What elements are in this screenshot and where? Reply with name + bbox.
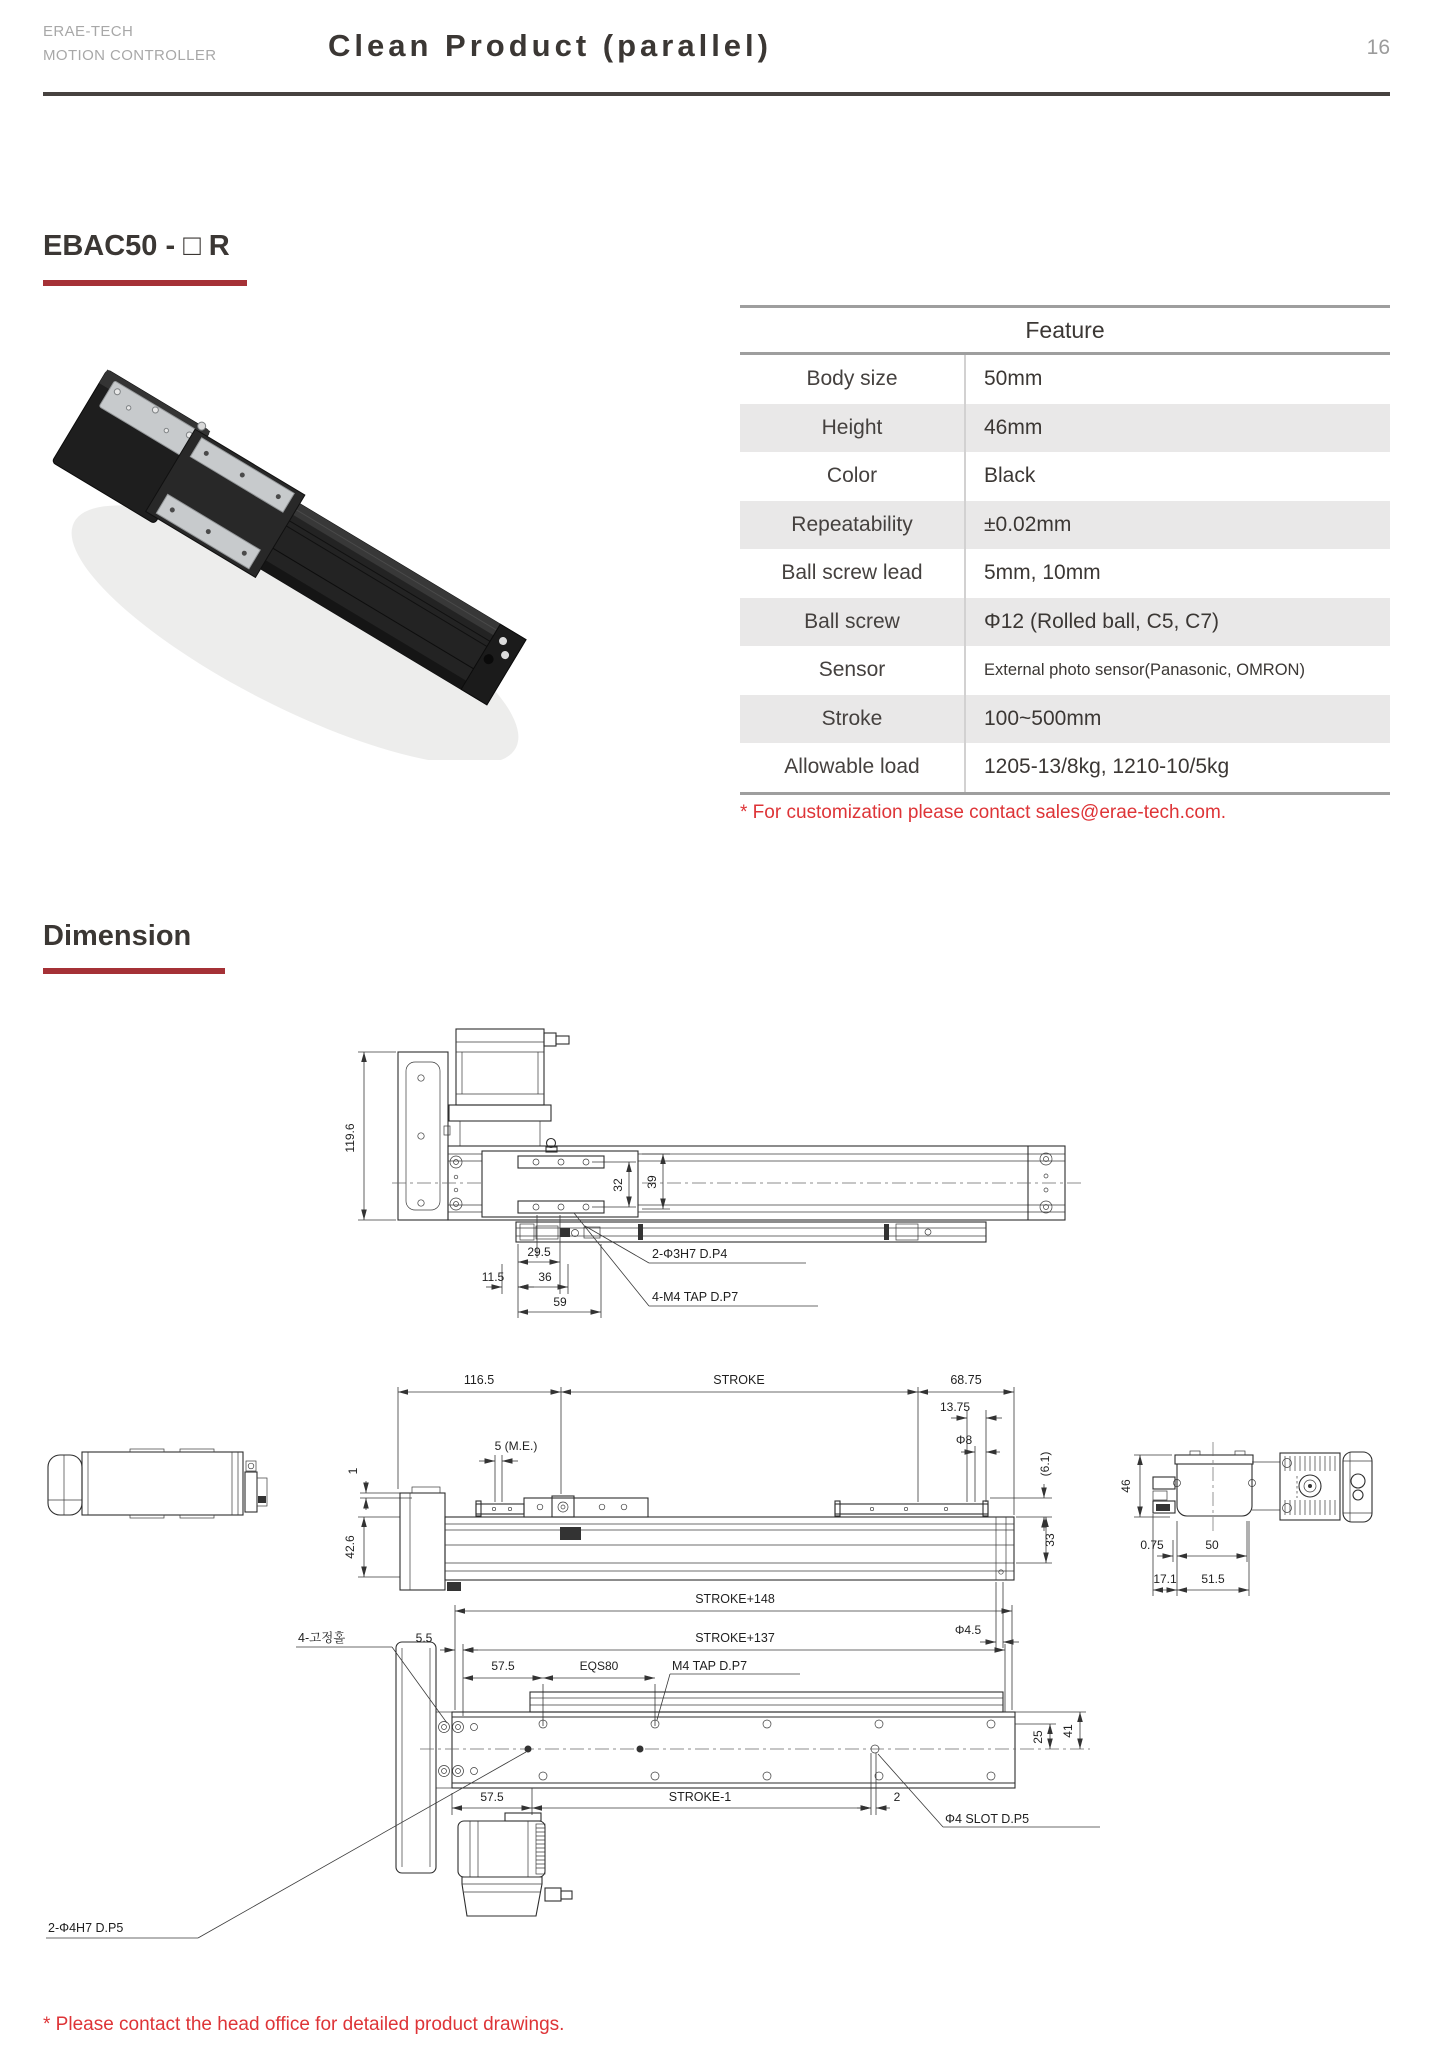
end-view-drawing [48, 1449, 267, 1518]
row-label: Allowable load [784, 755, 920, 779]
label-m4-tap: M4 TAP D.P7 [672, 1659, 748, 1673]
row-value: Black [964, 452, 1390, 501]
dim-41: 41 [1061, 1724, 1075, 1738]
dim-stroke-148: STROKE+148 [695, 1592, 775, 1606]
table-row [740, 743, 1390, 792]
dim-6-1: (6.1) [1038, 1451, 1052, 1477]
dim-stroke-1: STROKE-1 [668, 1790, 732, 1804]
bottom-view-drawing [46, 1592, 1100, 1938]
dimension-drawings [0, 1000, 1432, 2000]
dim-25: 25 [1031, 1730, 1045, 1744]
label-pin-holes: 2-Φ3H7 D.P4 [652, 1247, 728, 1261]
dim-phi8: Φ8 [955, 1433, 973, 1447]
row-value: Φ12 (Rolled ball, C5, C7) [964, 598, 1390, 647]
dim-2: 2 [893, 1790, 901, 1804]
row-label: Height [821, 415, 883, 439]
row-label: Repeatability [791, 512, 913, 536]
row-label: Ball screw [804, 609, 900, 633]
dim-36: 36 [538, 1270, 552, 1284]
dim-5-5: 5.5 [415, 1631, 433, 1645]
table-bottom-rule [740, 792, 1390, 795]
dimension-underline [43, 968, 225, 974]
row-label: Color [826, 464, 878, 488]
product-image [50, 350, 530, 760]
dim-stroke: STROKE [713, 1373, 765, 1387]
dim-68-75: 68.75 [950, 1373, 982, 1387]
dim-42-6: 42.6 [343, 1535, 357, 1559]
dim-0-75: 0.75 [1140, 1538, 1164, 1552]
row-value: External photo sensor(Panasonic, OMRON) [964, 646, 1390, 695]
dim-57-5-bottom: 57.5 [480, 1790, 504, 1804]
brand-line1: ERAE-TECH [43, 23, 134, 40]
dim-32: 32 [611, 1178, 625, 1192]
row-value: 50mm [964, 355, 1390, 404]
feature-table [740, 305, 1390, 795]
dim-29-5: 29.5 [527, 1245, 551, 1259]
top-view-drawing [343, 1029, 1082, 1318]
table-row [740, 404, 1390, 453]
brand-logo [43, 20, 216, 68]
row-value: ±0.02mm [964, 501, 1390, 550]
page-title: Clean Product (parallel) [328, 28, 772, 63]
dim-17-1: 17.1 [1153, 1572, 1177, 1586]
model-underline [43, 280, 247, 286]
row-value: 46mm [964, 404, 1390, 453]
dim-57-5-top: 57.5 [491, 1659, 515, 1673]
dim-13-75: 13.75 [939, 1400, 971, 1414]
dim-46: 46 [1119, 1479, 1133, 1493]
page-number: 16 [1366, 36, 1390, 59]
dim-stroke-137: STROKE+137 [695, 1631, 775, 1645]
row-value: 5mm, 10mm [964, 549, 1390, 598]
row-value: 1205-13/8kg, 1210-10/5kg [964, 743, 1390, 792]
dim-11-5: 11.5 [481, 1270, 505, 1284]
label-m4-taps: 4-M4 TAP D.P7 [652, 1290, 739, 1304]
dim-116-5: 116.5 [463, 1373, 495, 1387]
row-label: Body size [806, 367, 898, 391]
label-fix-hole: 4-고정홀 [298, 1631, 346, 1645]
dim-39: 39 [645, 1175, 659, 1189]
brand-line2: MOTION CONTROLLER [43, 47, 217, 64]
dim-50: 50 [1205, 1538, 1219, 1552]
table-title: Feature [1025, 317, 1105, 343]
row-label: Stroke [821, 706, 883, 730]
table-row [740, 646, 1390, 695]
table-row [740, 501, 1390, 550]
customization-note: * For customization please contact sales@erae-tech.com. [740, 802, 1227, 823]
table-row [740, 695, 1390, 744]
table-row [740, 598, 1390, 647]
table-row [740, 549, 1390, 598]
header-rule [43, 92, 1390, 96]
dim-59: 59 [553, 1295, 567, 1309]
dim-1: 1 [346, 1467, 360, 1475]
dim-51-5: 51.5 [1201, 1572, 1225, 1586]
model-heading: EBAC50 - □ R [43, 230, 230, 262]
row-label: Sensor [818, 658, 886, 682]
row-value: 100~500mm [964, 695, 1390, 744]
label-phi4h7: 2-Φ4H7 D.P5 [48, 1921, 124, 1935]
dim-5-me: 5 (M.E.) [494, 1439, 538, 1453]
dim-119-6: 119.6 [343, 1123, 357, 1153]
row-label: Ball screw lead [781, 561, 923, 585]
table-row [740, 355, 1390, 404]
table-row [740, 452, 1390, 501]
dim-33: 33 [1043, 1533, 1057, 1547]
footer-note: * Please contact the head office for detailed product drawings. [43, 2014, 565, 2035]
side-view-drawing [343, 1373, 1057, 1648]
label-phi4-slot: Φ4 SLOT D.P5 [945, 1812, 1030, 1826]
dim-phi4-5: Φ4.5 [954, 1623, 982, 1637]
dimension-heading: Dimension [43, 920, 192, 952]
cross-section-drawing [1119, 1442, 1372, 1596]
dim-eqs80: EQS80 [579, 1659, 619, 1673]
